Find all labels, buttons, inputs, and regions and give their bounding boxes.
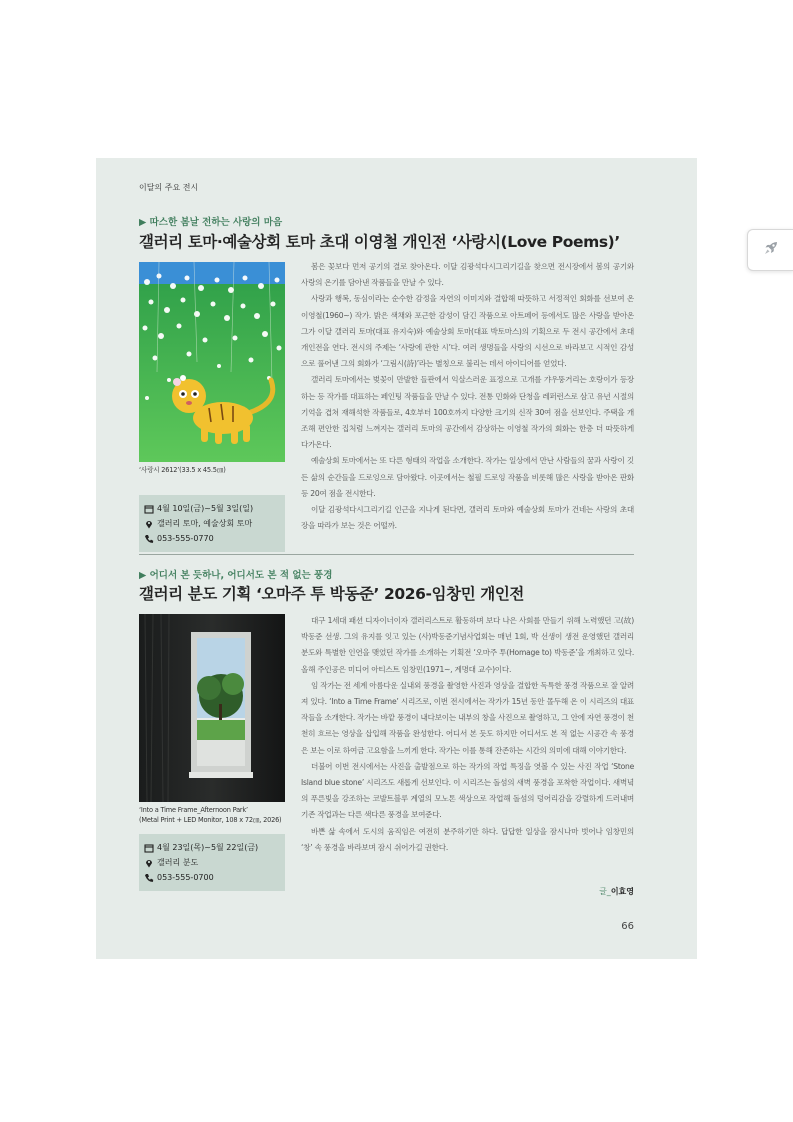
article2-paragraph: 바쁜 삶 속에서 도시의 움직임은 여전히 분주하기만 하다. 답답한 일상을 잠시나마 벗어나 임창민의 ‘창’ 속 풍경을 바라보며 잠시 쉬어가길 권한다. (301, 826, 634, 852)
article2-caption-medium: (Metal Print + LED Monitor, 108 x 72㎝, 2026) (139, 816, 282, 824)
window-frame-photo (139, 614, 285, 802)
article1-body (301, 259, 634, 534)
article1-date: 4월 10일(금)~5월 3일(일) (157, 504, 254, 513)
article1-paragraph: 예술상회 토마에서는 또 다른 형태의 작업을 소개한다. 작가는 일상에서 만난 사람들의 꿈과 사랑이 깃든 삶의 순간들을 드로잉으로 담아왔다. 이곳에서는 철필 드로잉 작품을 비롯해 많은 사랑을 받아온 판화 등 20여 점을 전시한다. (301, 456, 634, 498)
article2-body (301, 613, 634, 856)
author-byline (599, 886, 634, 897)
article2-kicker: ▶ 어디서 본 듯하나, 어디서도 본 적 없는 풍경 (139, 570, 333, 581)
article1-kicker: ▶ 따스한 봄날 전하는 사랑의 마음 (139, 217, 283, 228)
article2-date: 4월 23일(목)~5월 22일(금) (157, 843, 259, 852)
page-number: 66 (621, 921, 634, 932)
location-pin-icon (144, 858, 154, 868)
article2-title: 갤러리 분도 기획 ‘오마주 투 박동준’ 2026-임창민 개인전 (139, 585, 524, 603)
phone-icon (144, 534, 154, 544)
tiger-painting (139, 262, 285, 462)
article1-paragraph: 이달 김광석다시그리기길 인근을 지나게 된다면, 갤러리 토마와 예술상회 토마가 건네는 사랑의 초대장을 따라가 보는 것은 어떨까. (301, 505, 634, 531)
byline-name: 이효영 (610, 887, 634, 896)
magazine-page (96, 158, 697, 959)
section-label: 이달의 주요 전시 (139, 183, 199, 192)
location-pin-icon (144, 519, 154, 529)
article1-info-box (139, 495, 285, 552)
article2-venue: 갤러리 분도 (157, 858, 199, 867)
article2-paragraph: 더불어 이번 전시에서는 사진을 출발점으로 하는 작가의 작업 특징을 엿볼 수 있는 사진 작업 ‘Stone Island blue stone’ 시리즈도 새롭게 선보인다. 이 시리즈는 돌섬의 새벽 풍경을 포착한 작업이다. 새벽녘의 푸른빛을 강조하는 코발트블루 계열의 모노톤 색상으로 작업해 돌섬의 덩어리감을 강렬하게 드러내며 기존 작업과는 다른 색다른 풍경을 보여준다. (301, 761, 634, 820)
calendar-icon (144, 843, 154, 853)
article1-phone: 053-555-0770 (157, 534, 214, 543)
article1-venue: 갤러리 토마, 예술상회 토마 (157, 519, 253, 528)
article1-artwork-image (139, 262, 285, 462)
article2-venue-row (144, 855, 280, 870)
section-divider (139, 554, 634, 555)
article2-artwork-image (139, 614, 285, 802)
article2-paragraph: 대구 1세대 패션 디자이너이자 갤러리스트로 활동하며 보다 나은 사회를 만들기 위해 노력했던 고(故) 박동준 선생. 그의 유지를 잇고 있는 (사)박동준기념사업회는 매년 1회, 박 선생이 생전 운영했던 갤러리 분도와 특별한 인연을 맺었던 작가를 소개하는 기획전 ‘오마주 투(Homage to) 박동준’을 개최하고 있다. 올해 주인공은 미디어 아티스트 임창민(1971~, 계명대 교수)이다. (301, 616, 634, 674)
rocket-icon (762, 239, 780, 261)
floating-action-button[interactable] (747, 229, 793, 271)
article1-paragraph: 사랑과 행복, 동심이라는 순수한 감정을 자연의 이미지와 결합해 따뜻하고 서정적인 회화를 선보여 온 이영철(1960~) 작가. 밝은 색채와 포근한 감성이 담긴 작품으로 아트페어 등에서도 많은 사랑을 받아온 그가 이달 갤러리 토마(대표 유지숙)와 예술상회 토마(대표 박토마스)의 기획으로 두 전시 공간에서 초대 개인전을 연다. 전시의 주제는 ‘사랑에 관한 시’다. 여러 생명들을 사랑의 시선으로 바라보고 시적인 감성으로 풀어낸 그의 회화가 ‘그림시(詩)’라는 별칭으로 불리는 데서 아이디어를 얻었다. (301, 294, 634, 369)
article1-paragraph: 갤러리 토마에서는 벚꽃이 만발한 들판에서 익살스러운 표정으로 고개를 갸우뚱거리는 호랑이가 등장하는 등 작가를 대표하는 페인팅 작품들을 만날 수 있다. 전통 민화와 단청을 레퍼런스로 삼고 유년 시절의 기억을 겹쳐 재해석한 작품들로, 4호부터 100호까지 다양한 크기의 신작 30여 점을 선보인다. 주택을 개조해 편안한 집처럼 느껴지는 갤러리 토마의 공간에서 감상하는 이영철 작가의 회화는 한층 더 따뜻하게 다가온다. (301, 375, 634, 450)
article1-venue-row (144, 516, 280, 531)
article2-info-box (139, 834, 285, 891)
calendar-icon (144, 504, 154, 514)
article2-caption-title: ‘Into a Time Frame_Afternoon Park’ (139, 806, 248, 814)
byline-prefix: 글_ (599, 887, 611, 896)
article1-paragraph: 봄은 꽃보다 먼저 공기의 결로 찾아온다. 이달 김광석다시그리기길을 찾으면 전시장에서 봄의 공기와 사랑의 온기를 담아낸 작품들을 만날 수 있다. (301, 262, 634, 288)
article1-title: 갤러리 토마·예술상회 토마 초대 이영철 개인전 ‘사랑시(Love Poems)’ (139, 233, 620, 251)
article1-date-row (144, 501, 280, 516)
article1-phone-row (144, 531, 280, 546)
phone-icon (144, 873, 154, 883)
article2-phone-row (144, 870, 280, 885)
article2-paragraph: 임 작가는 전 세계 아름다운 실내외 풍경을 촬영한 사진과 영상을 결합한 독특한 풍경 작품으로 잘 알려져 있다. ‘Into a Time Frame’ 시리즈로, 이번 전시에서는 작가가 15년 동안 몰두해 온 이 시리즈의 대표작들을 소개한다. 작가는 바깥 풍경이 내다보이는 내부의 창을 사진으로 촬영하고, 그 안에 자연 풍경이 천천히 흐르는 영상을 삽입해 작품을 완성한다. 어디서 본 듯도 하지만 어디서도 본 적 없는 시공간 속 풍경은 보는 이로 하여금 고요함을 느끼게 한다. 작가는 이를 통해 잔존하는 시간의 의미에 대해 이야기한다. (301, 680, 634, 755)
article1-caption: ‘사랑시 2612’(33.5 x 45.5㎝) (139, 466, 226, 474)
article2-date-row (144, 840, 280, 855)
article2-phone: 053-555-0700 (157, 873, 214, 882)
